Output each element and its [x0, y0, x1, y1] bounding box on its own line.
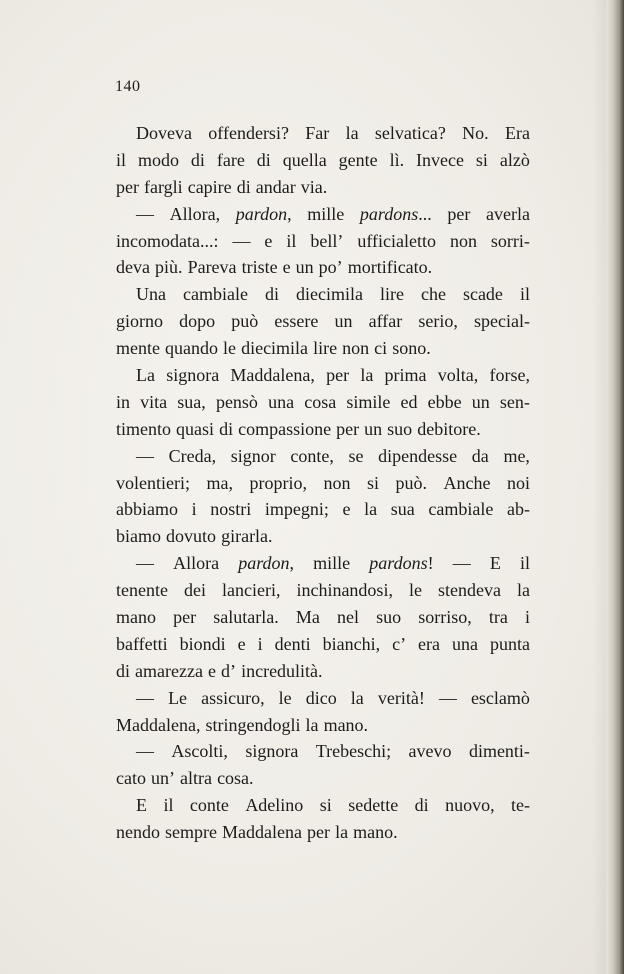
text-word: baffetti	[116, 633, 168, 654]
text-word: Trebeschi;	[315, 741, 392, 762]
text-word: bell’	[310, 230, 344, 251]
text-word: mente	[116, 338, 160, 359]
text-word: e	[264, 230, 273, 251]
text-word: una	[452, 633, 479, 654]
text-word: cambiale	[183, 284, 248, 305]
text-word: Anche	[443, 472, 491, 493]
text-word: c’	[392, 633, 407, 654]
text-word: lancieri,	[221, 580, 281, 601]
text-word: cambiale	[428, 499, 494, 520]
text-word: forse,	[489, 365, 530, 386]
text-word: sorri-	[490, 230, 530, 251]
text-word: non	[342, 338, 370, 359]
text-word: punta	[490, 633, 530, 654]
text-word: Creda,	[168, 445, 217, 466]
text-word: la	[360, 365, 374, 386]
text-line	[116, 604, 530, 631]
text-word: E	[136, 795, 147, 816]
text-word: Adelino	[245, 795, 304, 816]
text-word: si	[366, 472, 379, 493]
text-word: timento	[116, 418, 171, 439]
text-word: avevo	[408, 741, 452, 762]
text-word: special-	[474, 311, 530, 332]
text-word: deva	[116, 257, 150, 278]
text-word: —	[438, 687, 457, 708]
text-word: da	[471, 445, 489, 466]
text-word: dico	[305, 687, 337, 708]
text-word: Ascolti,	[171, 741, 228, 762]
text-word: quasi	[176, 418, 215, 439]
text-word: i	[191, 499, 197, 520]
text-word: di	[256, 149, 271, 170]
text-line	[116, 523, 530, 550]
text-word: volta,	[437, 365, 479, 386]
text-word: Maddalena	[222, 822, 303, 843]
text-word: un	[364, 418, 383, 439]
text-word: offendersi?	[208, 123, 289, 143]
text-word: si	[319, 795, 332, 816]
text-word: impegni;	[264, 499, 329, 520]
text-word: le	[408, 580, 422, 601]
text-word: per	[326, 365, 350, 386]
text-word: suo	[376, 607, 402, 628]
text-word: abbiamo	[116, 499, 178, 520]
text-word: ma,	[206, 472, 233, 493]
text-word: lire	[313, 338, 338, 359]
text-word: compassione	[238, 418, 332, 439]
body-text	[116, 120, 530, 846]
text-word: E	[489, 553, 501, 574]
text-word: sempre	[165, 822, 218, 843]
text-word: la	[335, 822, 349, 843]
text-word: il	[116, 149, 127, 170]
text-line	[116, 738, 530, 765]
text-word: Una	[136, 284, 166, 305]
text-word: per	[447, 203, 471, 224]
text-line	[116, 712, 530, 739]
text-word: Era	[504, 123, 530, 143]
text-line	[116, 335, 530, 362]
text-word: non	[449, 230, 477, 251]
text-word: sorriso,	[418, 607, 472, 628]
text-word: inchinandosi,	[296, 580, 393, 601]
text-word: denti	[274, 633, 311, 654]
text-word: dei	[183, 580, 206, 601]
text-word: debitore.	[417, 418, 481, 439]
text-word: di	[219, 418, 234, 439]
text-word: scade	[462, 284, 503, 305]
text-word: mille	[313, 553, 351, 574]
text-word: amarezza	[135, 660, 203, 681]
text-word: i	[524, 607, 530, 628]
text-word: —	[232, 230, 251, 251]
text-word: pardon,	[238, 553, 295, 574]
text-word: girarla.	[221, 526, 273, 547]
text-word: sua	[390, 499, 415, 520]
text-word: per	[116, 176, 139, 197]
text-word: serio,	[418, 311, 458, 332]
text-word: —	[136, 445, 154, 466]
text-word: mano.	[323, 714, 369, 735]
text-word: nostri	[210, 499, 252, 520]
text-word: sono.	[392, 338, 431, 359]
text-word: gente	[338, 149, 378, 170]
text-word: era	[418, 633, 441, 654]
text-word: alzò	[499, 149, 530, 170]
text-word: d’	[221, 660, 237, 681]
text-word: nuovo,	[445, 795, 495, 816]
text-line	[116, 443, 530, 470]
text-word: affar	[368, 311, 403, 332]
spine-shadow	[592, 0, 606, 974]
text-word: ebbe	[427, 391, 462, 412]
text-word: suo	[387, 418, 413, 439]
text-word: mano	[116, 607, 156, 628]
text-word: La	[136, 365, 155, 386]
text-word: signora	[166, 365, 220, 386]
text-word: stringendogli	[205, 714, 301, 735]
text-word: averla	[486, 203, 530, 224]
text-word: la	[350, 687, 364, 708]
text-word: sua,	[177, 391, 206, 412]
text-word: dovuto	[166, 526, 217, 547]
text-word: bianchi,	[322, 633, 381, 654]
text-line	[116, 362, 530, 389]
text-word: —	[136, 203, 154, 224]
text-word: selvatica?	[374, 123, 446, 143]
text-word: giorno	[116, 311, 163, 332]
text-word: dopo	[179, 311, 216, 332]
text-word: altra	[180, 768, 213, 789]
text-word: Maddalena,	[230, 365, 315, 386]
text-word: signora	[245, 741, 299, 762]
text-word: vita	[140, 391, 168, 412]
text-line	[116, 792, 530, 819]
text-word: può	[231, 311, 259, 332]
text-word: dimenti-	[468, 741, 530, 762]
text-word: e	[208, 660, 217, 681]
text-word: Pareva	[187, 257, 237, 278]
text-word: di	[236, 176, 251, 197]
text-word: salutarla.	[213, 607, 279, 628]
text-line	[116, 470, 530, 497]
text-word: e	[282, 257, 291, 278]
text-line	[116, 577, 530, 604]
text-word: noi	[506, 472, 530, 493]
text-word: Doveva	[136, 123, 192, 143]
text-word: essere	[274, 311, 319, 332]
text-word: per	[173, 607, 197, 628]
text-word: per	[307, 822, 331, 843]
text-word: sen-	[499, 391, 530, 412]
text-word: proprio,	[249, 472, 307, 493]
text-word: Allora	[173, 553, 220, 574]
text-line	[116, 631, 530, 658]
text-word: capire	[187, 176, 232, 197]
text-line	[116, 281, 530, 308]
text-line	[116, 819, 530, 846]
text-word: e	[237, 633, 246, 654]
text-word: cato	[116, 768, 146, 789]
text-word: —	[136, 687, 154, 708]
text-word: per	[336, 418, 360, 439]
text-line	[116, 308, 530, 335]
text-line	[116, 228, 530, 255]
text-word: verità!	[377, 687, 425, 708]
text-word: più.	[155, 257, 183, 278]
text-word: Far	[305, 123, 330, 143]
text-word: Maddalena,	[116, 714, 201, 735]
text-word: via.	[300, 176, 328, 197]
text-word: Ma	[295, 607, 320, 628]
text-word: prima	[384, 365, 427, 386]
text-line	[116, 496, 530, 523]
text-word: Allora,	[169, 203, 221, 224]
text-word: Le	[168, 687, 188, 708]
text-word: simile	[346, 391, 391, 412]
text-word: te-	[511, 795, 530, 816]
text-word: la	[364, 499, 378, 520]
text-word: assicuro,	[201, 687, 265, 708]
text-word: —	[452, 553, 471, 574]
text-word: ed	[400, 391, 418, 412]
text-word: stendeva	[437, 580, 501, 601]
text-line	[116, 765, 530, 792]
text-word: si	[475, 149, 488, 170]
text-word: la	[305, 714, 319, 735]
text-word: tra	[488, 607, 508, 628]
text-word: un	[471, 391, 490, 412]
text-line	[116, 658, 530, 685]
text-line	[116, 254, 530, 281]
text-word: nendo	[116, 822, 160, 843]
text-word: modo	[137, 149, 179, 170]
text-word: No.	[462, 123, 489, 143]
text-word: pardon,	[235, 203, 292, 224]
text-word: —	[136, 741, 154, 762]
text-word: un	[295, 257, 314, 278]
text-word: mortificato.	[347, 257, 433, 278]
text-word: cosa	[304, 391, 337, 412]
text-word: quando	[165, 338, 219, 359]
text-word: il	[519, 284, 530, 305]
text-line	[116, 147, 530, 174]
text-line	[116, 550, 530, 577]
text-word: incomodata...:	[116, 230, 219, 251]
text-word: se	[348, 445, 364, 466]
text-word: diecimila	[295, 284, 363, 305]
text-word: di	[116, 660, 131, 681]
text-word: Invece	[416, 149, 464, 170]
text-word: andar	[255, 176, 296, 197]
text-word: il	[519, 553, 530, 574]
text-word: po’	[318, 257, 343, 278]
text-word: signor	[230, 445, 276, 466]
text-word: i	[257, 633, 263, 654]
text-word: conte,	[290, 445, 334, 466]
text-word: diecimila	[241, 338, 309, 359]
text-word: volentieri;	[116, 472, 190, 493]
text-word: biamo	[116, 526, 161, 547]
text-word: mille	[307, 203, 345, 224]
text-word: la	[345, 123, 359, 143]
text-word: pensò	[215, 391, 258, 412]
text-word: che	[420, 284, 446, 305]
text-word: nel	[336, 607, 359, 628]
text-word: una	[268, 391, 295, 412]
text-word: le	[278, 687, 292, 708]
text-word: ci	[374, 338, 388, 359]
text-line	[116, 389, 530, 416]
text-word: cosa.	[217, 768, 254, 789]
text-line	[116, 201, 530, 228]
text-word: le	[223, 338, 237, 359]
text-word: il	[163, 795, 174, 816]
text-word: la	[516, 580, 530, 601]
text-word: incredulità.	[241, 660, 323, 681]
text-word: un’	[151, 768, 176, 789]
text-word: biondi	[179, 633, 226, 654]
text-word: ufficialetto	[357, 230, 436, 251]
text-word: lì.	[389, 149, 405, 170]
text-word: me,	[503, 445, 530, 466]
text-word: conte	[189, 795, 229, 816]
text-word: quella	[282, 149, 327, 170]
text-word: in	[116, 391, 131, 412]
text-word: pardons...	[359, 203, 432, 224]
text-line	[116, 685, 530, 712]
text-word: esclamò	[470, 687, 530, 708]
text-word: —	[136, 553, 154, 574]
text-word: di	[264, 284, 279, 305]
text-line	[116, 120, 530, 147]
text-line	[116, 174, 530, 201]
text-word: di	[190, 149, 205, 170]
text-word: ab-	[506, 499, 530, 520]
text-word: sedette	[348, 795, 399, 816]
page-number: 140	[115, 78, 141, 95]
text-word: e	[342, 499, 351, 520]
text-word: di	[414, 795, 429, 816]
text-word: lire	[379, 284, 404, 305]
text-word: tenente	[116, 580, 168, 601]
text-word: dipendesse	[378, 445, 458, 466]
text-word: fare	[216, 149, 245, 170]
spine-edge	[606, 0, 624, 974]
text-word: il	[286, 230, 297, 251]
text-word: triste	[241, 257, 278, 278]
text-word: può.	[395, 472, 427, 493]
text-line	[116, 416, 530, 443]
text-word: un	[334, 311, 353, 332]
text-word: fargli	[144, 176, 183, 197]
text-word: pardons!	[369, 553, 434, 574]
text-word: non	[323, 472, 351, 493]
text-word: mano.	[353, 822, 398, 843]
